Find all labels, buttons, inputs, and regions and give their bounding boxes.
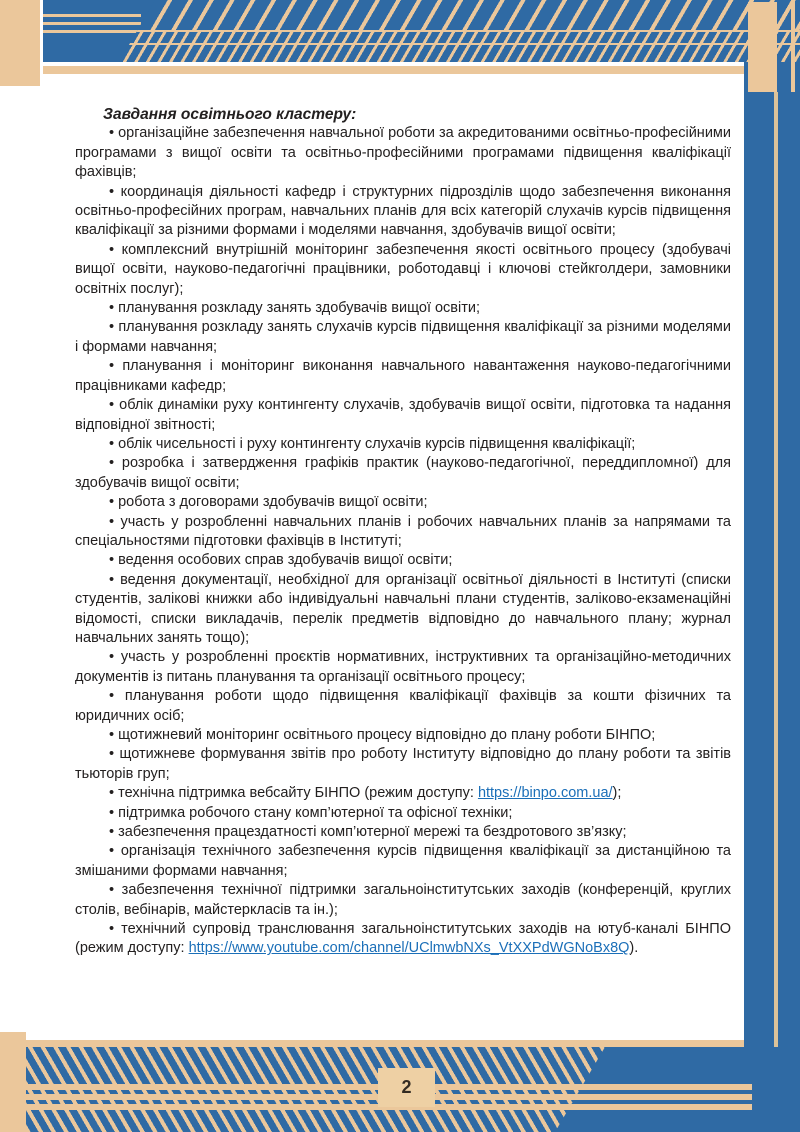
top-left-accent	[0, 0, 40, 86]
bullet-item: • облік динаміки руху контингенту слухачів, здобувачів вищої освіти, підготовка та надання відповідної звітності;	[75, 397, 731, 433]
bullet-item: • комплексний внутрішній моніторинг забезпечення якості освітнього процесу (здобувачі вищої освіти, науково-педагогічні працівники, роботодавці і ключові стейкголдери, замовники освітніх послуг);	[75, 241, 731, 297]
bullet-item: • забезпечення працездатності комп’ютерної мережі та бездротового зв’язку;	[109, 824, 627, 841]
right-vertical-line	[774, 92, 778, 1076]
top-border-accent-line	[43, 30, 141, 33]
top-border-accent-line	[43, 14, 141, 17]
bullet-item: • організація технічного забезпечення курсів підвищення кваліфікації за дистанційною та змішаними формами навчання;	[75, 843, 731, 879]
page-number: 2	[401, 1077, 412, 1097]
bullet-item: • розробка і затвердження графіків практик (науково-педагогічної, переддипломної) для здобувачів вищої освіти;	[75, 455, 731, 491]
bullet-item: • планування розкладу занять слухачів курсів підвищення кваліфікації за різними моделями і формами навчання;	[75, 319, 731, 355]
bullet-item: • робота з договорами здобувачів вищої освіти;	[109, 494, 428, 511]
right-border-decoration	[744, 62, 800, 1132]
bullet-item: • ведення документації, необхідної для організації освітньої діяльності в Інституті (списки студентів, залікові книжки або індивідуальні навчальні плани студентів, заліково-екзаменаційні відомості, списки викладачів, перелік предметів відповідно до навчального плану; журнал навчальних занять тощо);	[75, 571, 731, 646]
top-border-stripes-sparse	[43, 0, 800, 30]
bottom-tan-strip	[26, 1040, 744, 1047]
bullet-item: • ведення особових справ здобувачів вищої освіти;	[109, 552, 453, 569]
binpo-website-link[interactable]: https://binpo.com.ua/	[477, 785, 613, 802]
top-border-divider-line	[43, 30, 800, 32]
bullet-item: • технічна підтримка вебсайту БІНПО (режим доступу: https://binpo.com.ua/);	[109, 785, 622, 802]
bullet-item: • участь у розробленні навчальних планів і робочих навчальних планів за напрямами та спеціальностями підготовки фахівців в Інституті;	[75, 513, 731, 549]
youtube-channel-link[interactable]: https://www.youtube.com/channel/UClmwbNXs_VtXXPdWGNoBx8Q	[188, 940, 630, 957]
bullet-item: • забезпечення технічної підтримки загальноінститутських заходів (конференцій, круглих столів, вебінарів, майстеркласів та ін.);	[75, 882, 731, 918]
bullet-item: • щотижневе формування звітів про роботу Інституту відповідно до плану роботи та звітів тьюторів груп;	[75, 746, 731, 782]
bullet-item: • планування роботи щодо підвищення кваліфікації фахівців за кошти фізичних та юридичних осіб;	[75, 688, 731, 724]
document-content	[75, 105, 731, 959]
top-border-accent-line	[43, 22, 141, 25]
bullet-item: • підтримка робочого стану комп’ютерної та офісної техніки;	[109, 804, 513, 821]
right-top-accent-line	[791, 2, 795, 92]
page-number-box	[378, 1068, 435, 1107]
bullet-list	[75, 124, 731, 958]
bullet-item: • облік чисельності і руху контингенту слухачів курсів підвищення кваліфікації;	[109, 435, 636, 452]
bullet-item: • участь у розробленні проєктів нормативних, інструктивних та організаційно-методичних документів із питань планування та організації освітнього процесу;	[75, 649, 731, 685]
top-border-divider-line	[43, 43, 800, 45]
right-top-accent	[748, 2, 777, 92]
bullet-item: • технічний супровід транслювання загальноінститутських заходів на ютуб-каналі БІНПО (режим доступу: https://www.youtube.com/channel/UClmwbNXs_VtXXPdWGNoBx8Q).	[75, 921, 731, 957]
bullet-item: • планування і моніторинг виконання навчального навантаження науково-педагогічними працівниками кафедр;	[75, 358, 731, 394]
section-heading: Завдання освітнього кластеру:	[103, 106, 357, 123]
bullet-item: • планування розкладу занять здобувачів вищої освіти;	[109, 300, 481, 317]
top-border-decoration	[43, 0, 800, 62]
bullet-item: • організаційне забезпечення навчальної роботи за акредитованими освітньо-професійними програмами з вищої освіти та освітньо-професійними програмами підвищення кваліфікації фахівців;	[75, 125, 731, 181]
bullet-item: • координація діяльності кафедр і структурних підрозділів щодо забезпечення виконання освітньо-професійних програм, навчальних планів для всіх категорій слухачів курсів підвищення кваліфікації за різними формами і моделями навчання, здобувачів вищої освіти;	[75, 183, 731, 239]
top-tan-strip	[43, 66, 800, 74]
bottom-left-accent	[0, 1032, 26, 1132]
bullet-item: • щотижневий моніторинг освітнього процесу відповідно до плану роботи БІНПО;	[109, 727, 656, 743]
